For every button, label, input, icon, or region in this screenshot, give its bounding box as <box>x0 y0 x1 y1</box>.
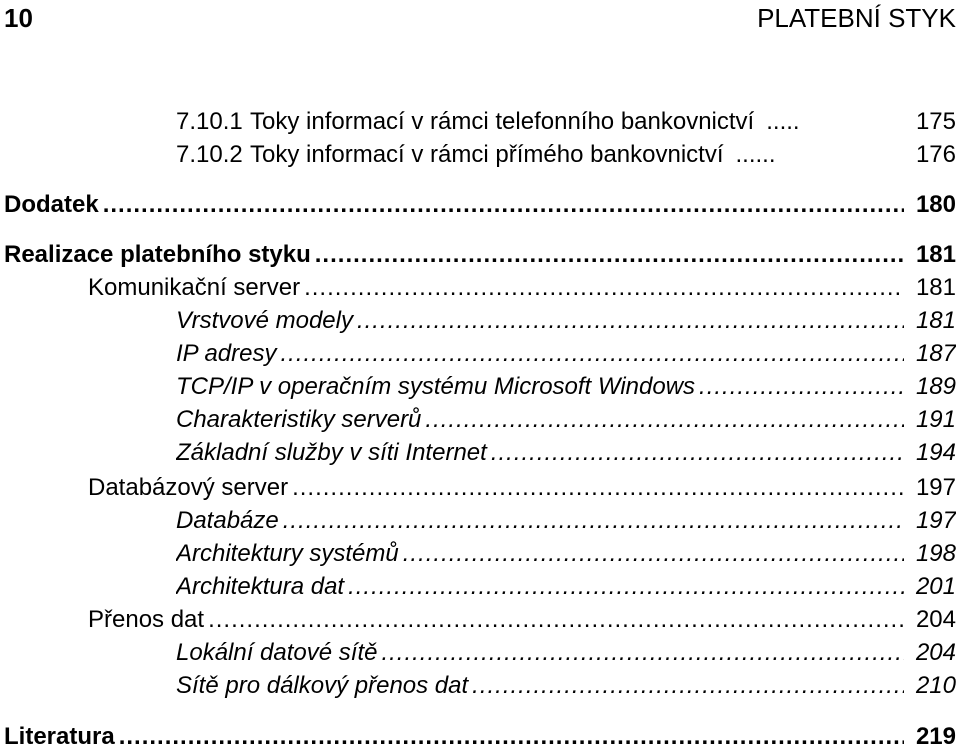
toc-entry-architektury-systemu[interactable] <box>176 539 956 569</box>
toc-leader <box>403 539 904 569</box>
toc-entry-title: IP adresy <box>176 340 277 367</box>
toc-entry-title: Databázový server <box>88 474 289 501</box>
toc-leader <box>425 405 904 435</box>
toc-leader-dots: ..... <box>766 108 800 135</box>
toc-entry-architektura-dat[interactable] <box>176 572 956 602</box>
toc-entry-title: Charakteristiky serverů <box>176 406 422 433</box>
toc-entry-title: Architektura dat <box>176 573 345 600</box>
toc-entry-dodatek[interactable] <box>4 190 956 220</box>
toc-page-number: 181 <box>915 241 956 268</box>
toc-page-number: 175 <box>915 108 956 135</box>
toc-entry-tcp-ip-windows[interactable] <box>176 372 956 402</box>
toc-leader <box>281 339 904 369</box>
toc-entry-realizace-platebniho-styku[interactable] <box>4 240 956 270</box>
toc-page-number: 210 <box>915 672 956 699</box>
toc-entry-zakladni-sluzby-internet[interactable] <box>176 438 956 468</box>
toc-page-number: 181 <box>915 307 956 334</box>
toc-section-number: 7.10.1 <box>176 108 243 135</box>
toc-leader <box>381 638 903 668</box>
toc-entry-databazovy-server[interactable] <box>88 473 956 503</box>
toc-page-number: 180 <box>915 191 956 218</box>
toc-leader <box>699 372 904 402</box>
running-head: PLATEBNÍ STYK <box>757 3 956 33</box>
toc-page-number: 187 <box>915 340 956 367</box>
toc-page-number: 219 <box>915 723 956 750</box>
toc-page-number: 191 <box>915 406 956 433</box>
toc-entry-title: Vrstvové modely <box>176 307 353 334</box>
toc-entry-komunikacni-server[interactable] <box>88 273 956 303</box>
toc-leader <box>472 671 904 701</box>
toc-page-number: 204 <box>915 606 956 633</box>
toc-page-number: 194 <box>915 439 956 466</box>
toc-leader <box>357 306 904 336</box>
toc-page-number: 176 <box>915 141 956 168</box>
toc-entry-ip-adresy[interactable] <box>176 339 956 369</box>
toc-section-number: 7.10.2 <box>176 141 243 168</box>
toc-page-number: 197 <box>915 474 956 501</box>
toc-entry-title: Realizace platebního styku <box>4 241 311 268</box>
toc-leader <box>208 605 904 635</box>
toc-entry-7-10-2[interactable] <box>176 140 956 170</box>
toc-entry-databaze[interactable] <box>176 506 956 536</box>
toc-page-number: 189 <box>915 373 956 400</box>
toc-entry-site-pro-dalkovy-prenos[interactable] <box>176 671 956 701</box>
page-number: 10 <box>4 3 33 33</box>
toc-page-number: 181 <box>915 274 956 301</box>
toc-entry-7-10-1[interactable] <box>176 107 956 137</box>
toc-leader <box>315 240 904 270</box>
toc-leader <box>348 572 904 602</box>
toc-entry-title: Architektury systémů <box>176 540 399 567</box>
toc-leader <box>304 273 904 303</box>
toc-leader <box>103 190 904 220</box>
toc-entry-title: Sítě pro dálkový přenos dat <box>176 672 469 699</box>
toc-entry-title: Literatura <box>4 723 115 750</box>
toc-leader <box>283 506 904 536</box>
toc-page-number: 198 <box>915 540 956 567</box>
toc-leader <box>292 473 904 503</box>
toc-entry-title: 7.10.1 Toky informací v rámci telefonního bankovnictví <box>176 108 755 135</box>
toc-entry-charakteristiky-serveru[interactable] <box>176 405 956 435</box>
toc-page-number: 204 <box>915 639 956 666</box>
toc-entry-vrstvove-modely[interactable] <box>176 306 956 336</box>
toc-leader-dots: ...... <box>735 141 776 168</box>
toc-entry-title: Přenos dat <box>88 606 205 633</box>
toc-entry-title: 7.10.2 Toky informací v rámci přímého bankovnictví <box>176 141 724 168</box>
toc-entry-title: TCP/IP v operačním systému Microsoft Windows <box>176 373 696 400</box>
toc-entry-title: Komunikační server <box>88 274 301 301</box>
toc-page-number: 201 <box>915 573 956 600</box>
toc-entry-prenos-dat[interactable] <box>88 605 956 635</box>
toc-page-number: 197 <box>915 507 956 534</box>
toc-entry-title: Dodatek <box>4 191 99 218</box>
toc-entry-title: Databáze <box>176 507 279 534</box>
toc-leader <box>491 438 904 468</box>
toc-entry-title: Základní služby v síti Internet <box>176 439 487 466</box>
toc-entry-title: Lokální datové sítě <box>176 639 378 666</box>
toc-entry-lokalni-datove-site[interactable] <box>176 638 956 668</box>
